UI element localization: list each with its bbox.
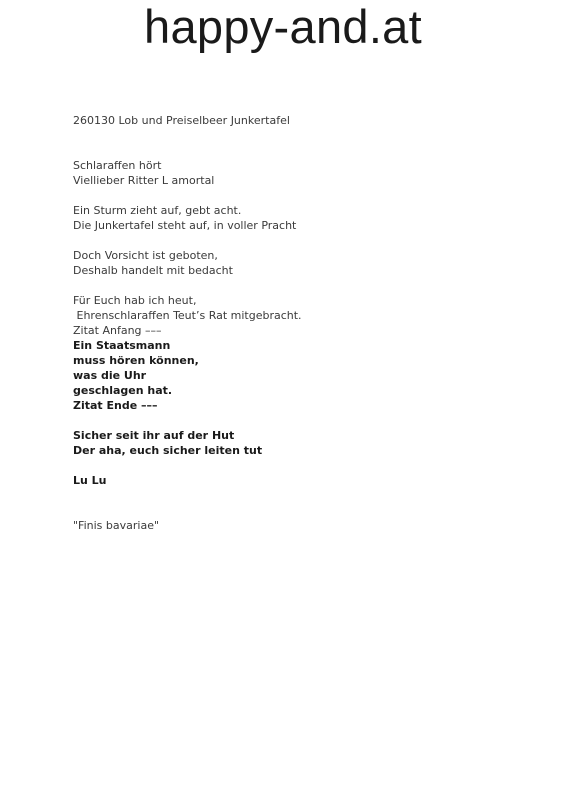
quote-line: Ein Staatsmann xyxy=(73,339,171,352)
quote-line: geschlagen hat. xyxy=(73,384,173,397)
site-title[interactable]: happy-and.at xyxy=(144,0,422,53)
verse-line: Für Euch hab ich heut, xyxy=(73,294,197,307)
verse-line: Schlaraffen hört xyxy=(73,159,162,172)
post-heading: 260130 Lob und Preiselbeer Junkertafel xyxy=(73,114,290,127)
post-body xyxy=(73,113,543,533)
quote-start-marker: Zitat Anfang ––– xyxy=(73,324,162,337)
verse-line: Ein Sturm zieht auf, gebt acht. xyxy=(73,204,242,217)
verse-line: Sicher seit ihr auf der Hut xyxy=(73,429,235,442)
verse-line: Der aha, euch sicher leiten tut xyxy=(73,444,263,457)
verse-line: Doch Vorsicht ist geboten, xyxy=(73,249,218,262)
signature: Lu Lu xyxy=(73,474,107,487)
quote-end-marker: Zitat Ende ––– xyxy=(73,399,158,412)
quote-line: muss hören können, xyxy=(73,354,199,367)
verse-line: Ehrenschlaraffen Teut’s Rat mitgebracht. xyxy=(73,309,302,322)
verse-line: Viellieber Ritter L amortal xyxy=(73,174,215,187)
closing-line: "Finis bavariae" xyxy=(73,519,160,532)
verse-line: Die Junkertafel steht auf, in voller Pracht xyxy=(73,219,297,232)
verse-line: Deshalb handelt mit bedacht xyxy=(73,264,233,277)
quote-line: was die Uhr xyxy=(73,369,147,382)
